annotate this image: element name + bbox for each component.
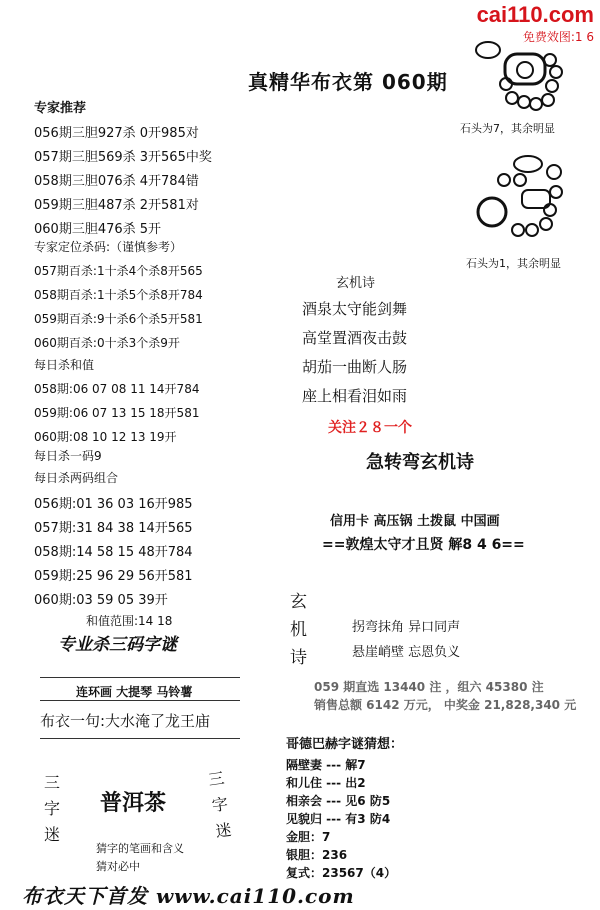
goethe-row: 和儿住 --- 出2 [286, 776, 366, 790]
hint-2: 猜对必中 [96, 860, 140, 873]
list-item: 059期:25 96 29 56开581 [34, 569, 193, 584]
comic-words: 连环画 大提琴 马铃薯 [76, 685, 193, 699]
sales-line-1: 059 期直选 13440 注 ，组六 45380 注 [314, 680, 544, 694]
free-tag: 免费效图:1 6 [522, 30, 594, 44]
goethe-row: 复式：23567（4） [286, 866, 397, 880]
follow-note: 关注２８一个 [328, 420, 412, 436]
list-item: 060期:08 10 12 13 19开 [34, 430, 177, 444]
stone-puzzle-image-2 [470, 150, 580, 245]
site-logo [434, 2, 594, 44]
goethe-row: 金胆：7 [286, 830, 331, 844]
list-item: 058期三胆076杀 4开784错 [34, 174, 199, 189]
list-item: 057期百杀:1十杀4个杀8开565 [34, 264, 203, 278]
goethe-row: 相亲会 --- 见6 防5 [286, 794, 391, 808]
list-item: 058期百杀:1十杀5个杀8开784 [34, 288, 203, 302]
idiom-line: 拐弯抹角 异口同声 [352, 620, 461, 635]
puer-tea: 普洱茶 [100, 790, 167, 816]
goethe-row: 见貌归 --- 有3 防4 [286, 812, 391, 826]
list-item: 059期:06 07 13 15 18开581 [34, 406, 200, 420]
page-title: 真精华布衣第 060期 [248, 70, 448, 94]
poem-line: 高堂置酒夜击鼓 [302, 329, 408, 347]
xuanji-char: 玄 [290, 592, 307, 612]
divider [40, 700, 240, 701]
list-item: 058期:06 07 08 11 14开784 [34, 382, 200, 396]
list-item: 060期:03 59 05 39开 [34, 593, 168, 608]
list-item: 060期三胆476杀 5开 [34, 222, 162, 237]
riddle-words: 信用卡 高压锅 土拨鼠 中国画 [330, 514, 500, 529]
riddle-solve: ==敦煌太守才且贤 解8 4 6== [322, 537, 525, 553]
poem-line: 酒泉太守能剑舞 [302, 300, 408, 318]
xuanji-vertical [290, 588, 310, 672]
stone-puzzle-image-1 [470, 40, 570, 120]
position-title: 专家定位杀码:（谨慎参考） [34, 240, 183, 254]
goethe-row: 隔壁妻 --- 解7 [286, 758, 366, 772]
turn-title: 急转弯玄机诗 [366, 452, 474, 473]
list-item: 056期三胆927杀 0开985对 [34, 126, 199, 141]
list-item: 057期:31 84 38 14开565 [34, 521, 193, 536]
site-name: cai110.com [476, 2, 594, 27]
idiom-line: 悬崖峭壁 忘恩负义 [352, 645, 461, 660]
hint-1: 猜字的笔画和含义 [96, 842, 184, 855]
goethe-title: 哥德巴赫字谜猜想： [286, 737, 404, 752]
one-code: 每日杀一码9 [34, 449, 102, 463]
riddle-title: 专业杀三码字谜 [58, 635, 177, 655]
expert-title: 专家推荐 [34, 101, 87, 116]
divider [40, 677, 240, 678]
list-item: 060期百杀:0十杀3个杀9开 [34, 336, 180, 350]
goethe-row: 银胆：236 [286, 848, 348, 862]
xuanji-char: 机 [290, 620, 307, 640]
list-item: 056期:01 36 03 16开985 [34, 497, 193, 512]
divider [40, 738, 240, 739]
list-item: 059期三胆487杀 2开581对 [34, 198, 199, 213]
saying: 布衣一句:大水淹了龙王庙 [40, 712, 211, 730]
xuanji-char: 诗 [290, 648, 307, 668]
three-riddle-left: 三字迷 [44, 773, 61, 844]
stone-caption-1: 石头为7，其余明显 [460, 122, 555, 135]
two-title: 每日杀两码组合 [34, 471, 119, 485]
poem-line: 座上相看泪如雨 [302, 387, 408, 405]
list-item: 057期三胆569杀 3开565中奖 [34, 150, 212, 165]
list-item: 059期百杀:9十杀6个杀5开581 [34, 312, 203, 326]
list-item: 058期:14 58 15 48开784 [34, 545, 193, 560]
three-riddle-right: 三字迷 [207, 768, 233, 841]
stone-caption-2: 石头为1，其余明显 [466, 257, 561, 270]
poem-line: 胡茄一曲断人肠 [302, 358, 408, 376]
footer-banner: 布衣天下首发 www.cai110.com [22, 884, 355, 908]
sales-line-2: 销售总额 6142 万元， 中奖金 21,828,340 元 [314, 698, 577, 712]
sum-range: 和值范围:14 18 [86, 614, 173, 628]
sum-title: 每日杀和值 [34, 358, 95, 372]
poem-title: 玄机诗 [336, 276, 376, 291]
